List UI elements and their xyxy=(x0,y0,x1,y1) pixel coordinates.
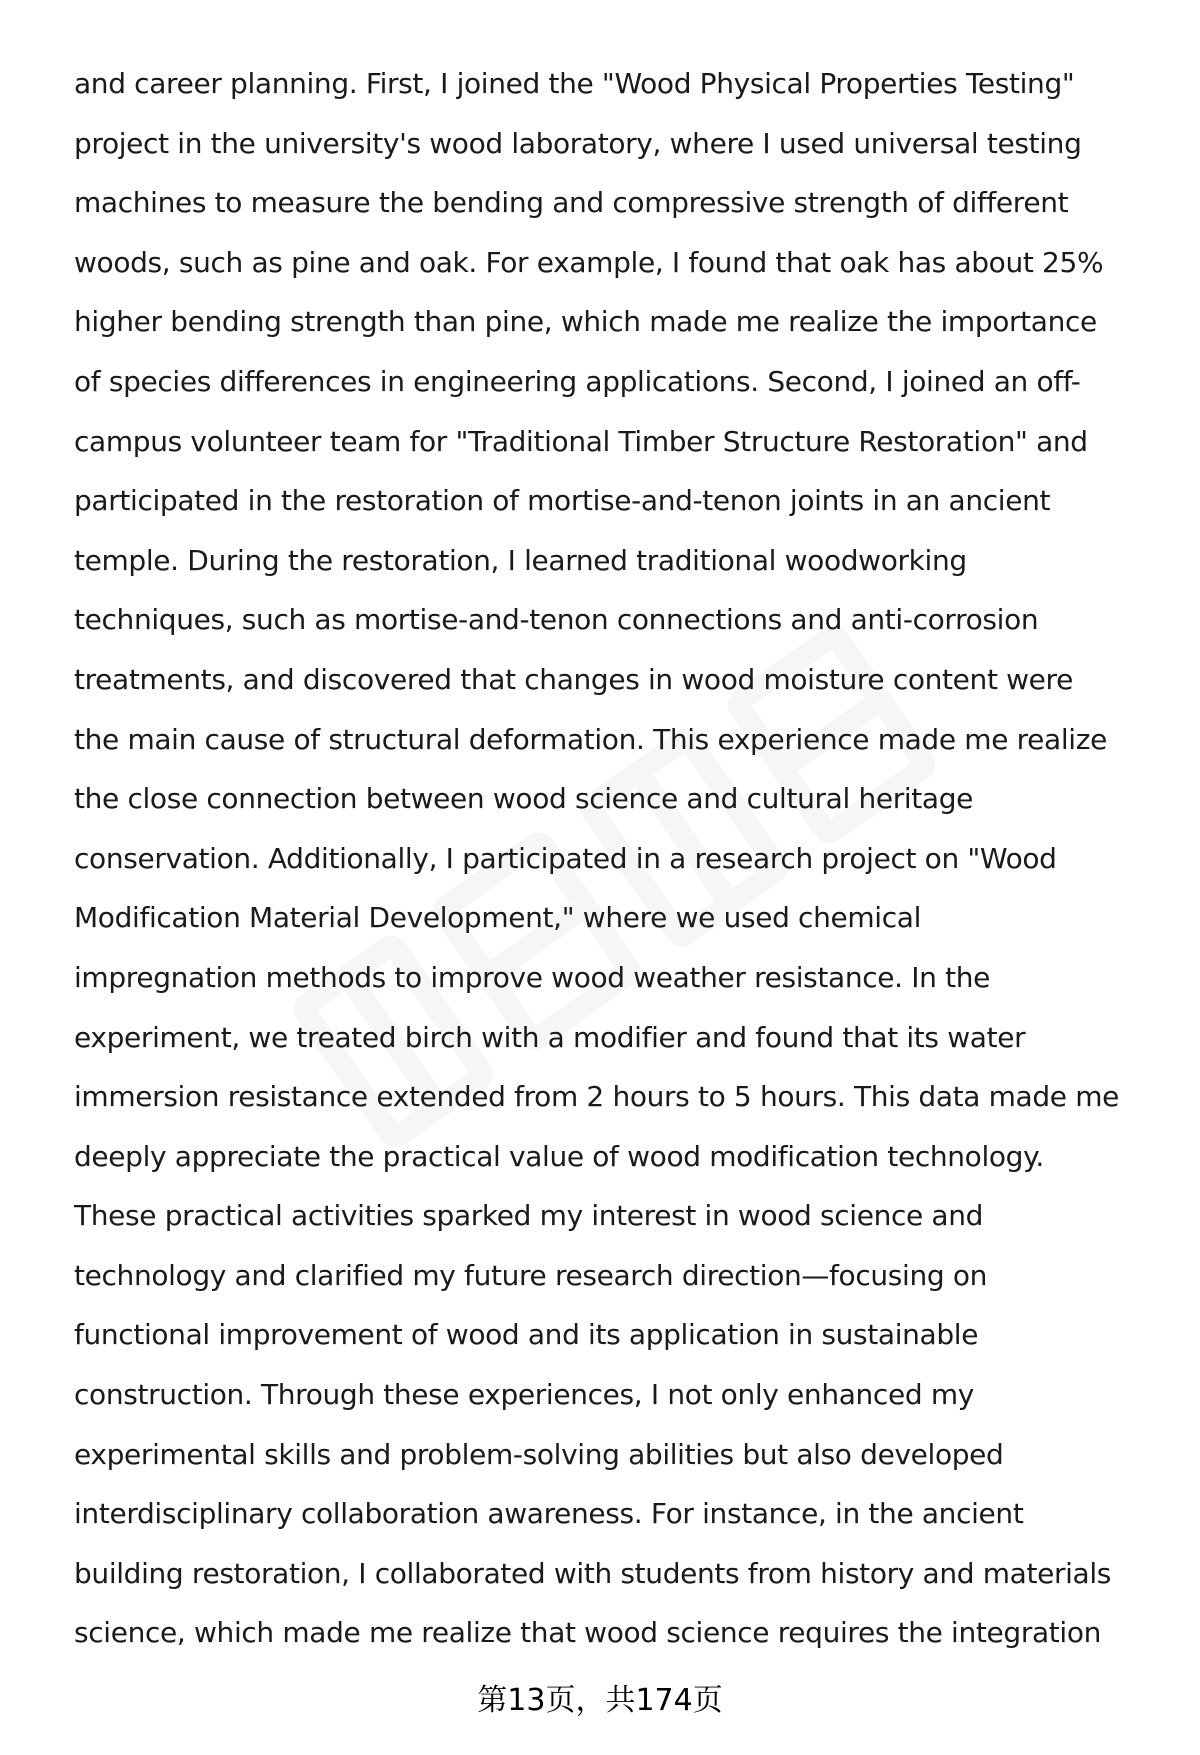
text-line: Modification Material Development," where we used chemical xyxy=(74,901,922,935)
text-line: woods, such as pine and oak. For example, I found that oak has about 25% xyxy=(74,245,1104,279)
text-line: temple. During the restoration, I learned traditional woodworking xyxy=(74,543,967,577)
page-number-footer: 第13页，共174页 xyxy=(477,1683,723,1718)
text-line: conservation. Additionally, I participated in a research project on "Wood xyxy=(74,841,1057,875)
text-line: techniques, such as mortise-and-tenon connections and anti-corrosion xyxy=(74,603,1039,637)
text-line: technology and clarified my future research direction—focusing on xyxy=(74,1258,987,1292)
text-line: functional improvement of wood and its application in sustainable xyxy=(74,1318,979,1352)
text-line: the main cause of structural deformation. This experience made me realize xyxy=(74,722,1107,756)
text-line: participated in the restoration of mortise-and-tenon joints in an ancient xyxy=(74,484,1051,518)
text-line: treatments, and discovered that changes in wood moisture content were xyxy=(74,662,1073,696)
text-line: impregnation methods to improve wood weather resistance. In the xyxy=(74,960,991,994)
text-line: These practical activities sparked my interest in wood science and xyxy=(74,1199,984,1233)
text-line: the close connection between wood science and cultural heritage xyxy=(74,782,974,816)
text-line: and career planning. First, I joined the "Wood Physical Properties Testing" xyxy=(74,67,1075,100)
text-line: machines to measure the bending and compressive strength of different xyxy=(74,186,1069,220)
text-line: project in the university's wood laboratory, where I used universal testing xyxy=(74,126,1082,160)
text-line: deeply appreciate the practical value of wood modification technology. xyxy=(74,1139,1044,1173)
text-line: science, which made me realize that wood science requires the integration xyxy=(74,1616,1102,1650)
text-line: immersion resistance extended from 2 hours to 5 hours. This data made me xyxy=(74,1080,1119,1114)
text-line: experimental skills and problem-solving abilities but also developed xyxy=(74,1437,1004,1471)
text-line: interdisciplinary collaboration awareness. For instance, in the ancient xyxy=(74,1497,1024,1531)
text-line: campus volunteer team for "Traditional Timber Structure Restoration" and xyxy=(74,424,1088,458)
text-line: higher bending strength than pine, which made me realize the importance xyxy=(74,305,1097,339)
body-text xyxy=(74,54,1154,1663)
text-line: building restoration, I collaborated with students from history and materials xyxy=(74,1556,1112,1590)
text-line: construction. Through these experiences, I not only enhanced my xyxy=(74,1378,974,1412)
text-line: of species differences in engineering applications. Second, I joined an off- xyxy=(74,364,1081,398)
text-line: experiment, we treated birch with a modifier and found that its water xyxy=(74,1020,1026,1054)
